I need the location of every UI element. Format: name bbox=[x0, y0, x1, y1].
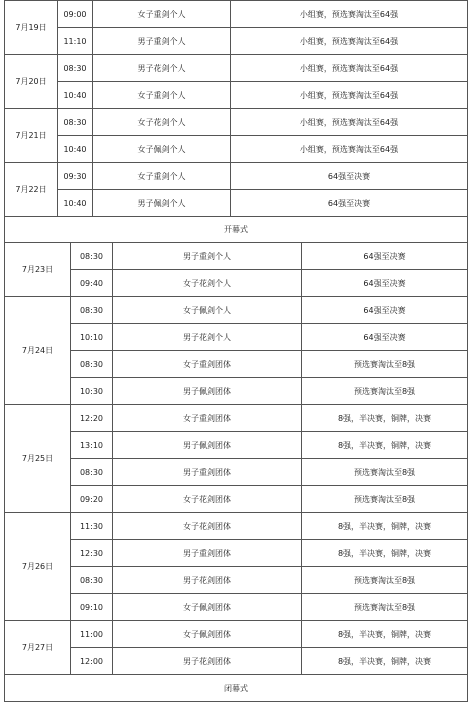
event-cell: 男子佩剑团体 bbox=[113, 378, 302, 405]
event-cell: 女子花剑团体 bbox=[113, 513, 302, 540]
event-cell: 女子花剑团体 bbox=[113, 486, 302, 513]
time-cell: 08:30 bbox=[58, 55, 93, 82]
time-cell: 08:30 bbox=[71, 459, 113, 486]
closing-ceremony-row bbox=[4, 674, 468, 702]
time-cell: 09:00 bbox=[58, 1, 93, 28]
time-cell: 10:30 bbox=[71, 378, 113, 405]
stage-cell: 64强至决赛 bbox=[302, 324, 468, 351]
stage-cell: 8强，半决赛，铜牌，决赛 bbox=[302, 648, 468, 675]
stage-cell: 64强至决赛 bbox=[302, 297, 468, 324]
schedule-row bbox=[5, 486, 468, 513]
time-cell: 09:10 bbox=[71, 594, 113, 621]
event-cell: 男子花剑个人 bbox=[93, 55, 231, 82]
event-cell: 男子重剑个人 bbox=[113, 243, 302, 270]
stage-cell: 8强，半决赛，铜牌，决赛 bbox=[302, 432, 468, 459]
schedule-row bbox=[5, 567, 468, 594]
time-cell: 09:40 bbox=[71, 270, 113, 297]
schedule-row bbox=[5, 432, 468, 459]
stage-cell: 小组赛，预选赛淘汰至64强 bbox=[231, 55, 468, 82]
schedule-row bbox=[5, 297, 468, 324]
time-cell: 08:30 bbox=[71, 297, 113, 324]
event-cell: 女子佩剑个人 bbox=[113, 297, 302, 324]
schedule-row bbox=[5, 594, 468, 621]
date-cell: 7月24日 bbox=[5, 297, 71, 405]
schedule-row bbox=[5, 55, 468, 82]
schedule-row bbox=[5, 324, 468, 351]
schedule-table-part-2 bbox=[4, 242, 468, 675]
stage-cell: 64强至决赛 bbox=[231, 190, 468, 217]
opening-ceremony-row bbox=[4, 216, 468, 243]
schedule-row bbox=[5, 163, 468, 190]
time-cell: 12:30 bbox=[71, 540, 113, 567]
schedule-row bbox=[5, 648, 468, 675]
event-cell: 女子重剑个人 bbox=[93, 1, 231, 28]
event-cell: 女子重剑个人 bbox=[93, 163, 231, 190]
schedule-table-part-1 bbox=[4, 0, 468, 217]
schedule-row bbox=[5, 243, 468, 270]
event-cell: 女子佩剑个人 bbox=[93, 136, 231, 163]
event-cell: 男子花剑个人 bbox=[113, 324, 302, 351]
stage-cell: 8强，半决赛，铜牌，决赛 bbox=[302, 621, 468, 648]
event-cell: 女子重剑个人 bbox=[93, 82, 231, 109]
stage-cell: 预选赛淘汰至8强 bbox=[302, 486, 468, 513]
event-cell: 男子重剑个人 bbox=[93, 28, 231, 55]
time-cell: 10:10 bbox=[71, 324, 113, 351]
stage-cell: 小组赛，预选赛淘汰至64强 bbox=[231, 1, 468, 28]
time-cell: 08:30 bbox=[71, 243, 113, 270]
time-cell: 11:00 bbox=[71, 621, 113, 648]
closing-ceremony-label: 闭幕式 bbox=[224, 683, 248, 693]
event-cell: 男子重剑团体 bbox=[113, 540, 302, 567]
date-cell: 7月20日 bbox=[5, 55, 58, 109]
date-cell: 7月25日 bbox=[5, 405, 71, 513]
date-cell: 7月21日 bbox=[5, 109, 58, 163]
date-cell: 7月22日 bbox=[5, 163, 58, 217]
stage-cell: 预选赛淘汰至8强 bbox=[302, 459, 468, 486]
time-cell: 11:10 bbox=[58, 28, 93, 55]
schedule-row bbox=[5, 405, 468, 432]
event-cell: 男子花剑团体 bbox=[113, 648, 302, 675]
date-cell: 7月23日 bbox=[5, 243, 71, 297]
stage-cell: 预选赛淘汰至8强 bbox=[302, 351, 468, 378]
date-cell: 7月19日 bbox=[5, 1, 58, 55]
event-cell: 女子佩剑团体 bbox=[113, 594, 302, 621]
schedule-row bbox=[5, 378, 468, 405]
stage-cell: 小组赛，预选赛淘汰至64强 bbox=[231, 28, 468, 55]
time-cell: 09:20 bbox=[71, 486, 113, 513]
time-cell: 10:40 bbox=[58, 190, 93, 217]
stage-cell: 预选赛淘汰至8强 bbox=[302, 378, 468, 405]
time-cell: 11:30 bbox=[71, 513, 113, 540]
schedule-row bbox=[5, 351, 468, 378]
opening-ceremony-label: 开幕式 bbox=[224, 225, 248, 234]
stage-cell: 小组赛，预选赛淘汰至64强 bbox=[231, 136, 468, 163]
time-cell: 08:30 bbox=[58, 109, 93, 136]
schedule-row bbox=[5, 513, 468, 540]
date-cell: 7月26日 bbox=[5, 513, 71, 621]
schedule-row bbox=[5, 109, 468, 136]
stage-cell: 64强至决赛 bbox=[231, 163, 468, 190]
event-cell: 男子佩剑个人 bbox=[93, 190, 231, 217]
time-cell: 10:40 bbox=[58, 82, 93, 109]
schedule-row bbox=[5, 459, 468, 486]
stage-cell: 8强，半决赛，铜牌，决赛 bbox=[302, 405, 468, 432]
event-cell: 女子佩剑团体 bbox=[113, 621, 302, 648]
schedule-row bbox=[5, 540, 468, 567]
stage-cell: 预选赛淘汰至8强 bbox=[302, 594, 468, 621]
event-cell: 男子重剑团体 bbox=[113, 459, 302, 486]
stage-cell: 8强，半决赛，铜牌，决赛 bbox=[302, 540, 468, 567]
stage-cell: 64强至决赛 bbox=[302, 270, 468, 297]
stage-cell: 64强至决赛 bbox=[302, 243, 468, 270]
schedule-row bbox=[5, 28, 468, 55]
stage-cell: 小组赛，预选赛淘汰至64强 bbox=[231, 109, 468, 136]
time-cell: 09:30 bbox=[58, 163, 93, 190]
time-cell: 13:10 bbox=[71, 432, 113, 459]
stage-cell: 预选赛淘汰至8强 bbox=[302, 567, 468, 594]
schedule-row bbox=[5, 270, 468, 297]
schedule-row bbox=[5, 136, 468, 163]
event-cell: 男子花剑团体 bbox=[113, 567, 302, 594]
schedule-row bbox=[5, 82, 468, 109]
event-cell: 女子重剑团体 bbox=[113, 405, 302, 432]
time-cell: 12:20 bbox=[71, 405, 113, 432]
time-cell: 08:30 bbox=[71, 567, 113, 594]
time-cell: 08:30 bbox=[71, 351, 113, 378]
schedule-row bbox=[5, 621, 468, 648]
event-cell: 女子花剑个人 bbox=[93, 109, 231, 136]
stage-cell: 8强，半决赛，铜牌，决赛 bbox=[302, 513, 468, 540]
event-cell: 女子花剑个人 bbox=[113, 270, 302, 297]
time-cell: 10:40 bbox=[58, 136, 93, 163]
event-cell: 女子重剑团体 bbox=[113, 351, 302, 378]
time-cell: 12:00 bbox=[71, 648, 113, 675]
schedule-row bbox=[5, 190, 468, 217]
date-cell: 7月27日 bbox=[5, 621, 71, 675]
stage-cell: 小组赛，预选赛淘汰至64强 bbox=[231, 82, 468, 109]
schedule-row bbox=[5, 1, 468, 28]
event-cell: 男子佩剑团体 bbox=[113, 432, 302, 459]
